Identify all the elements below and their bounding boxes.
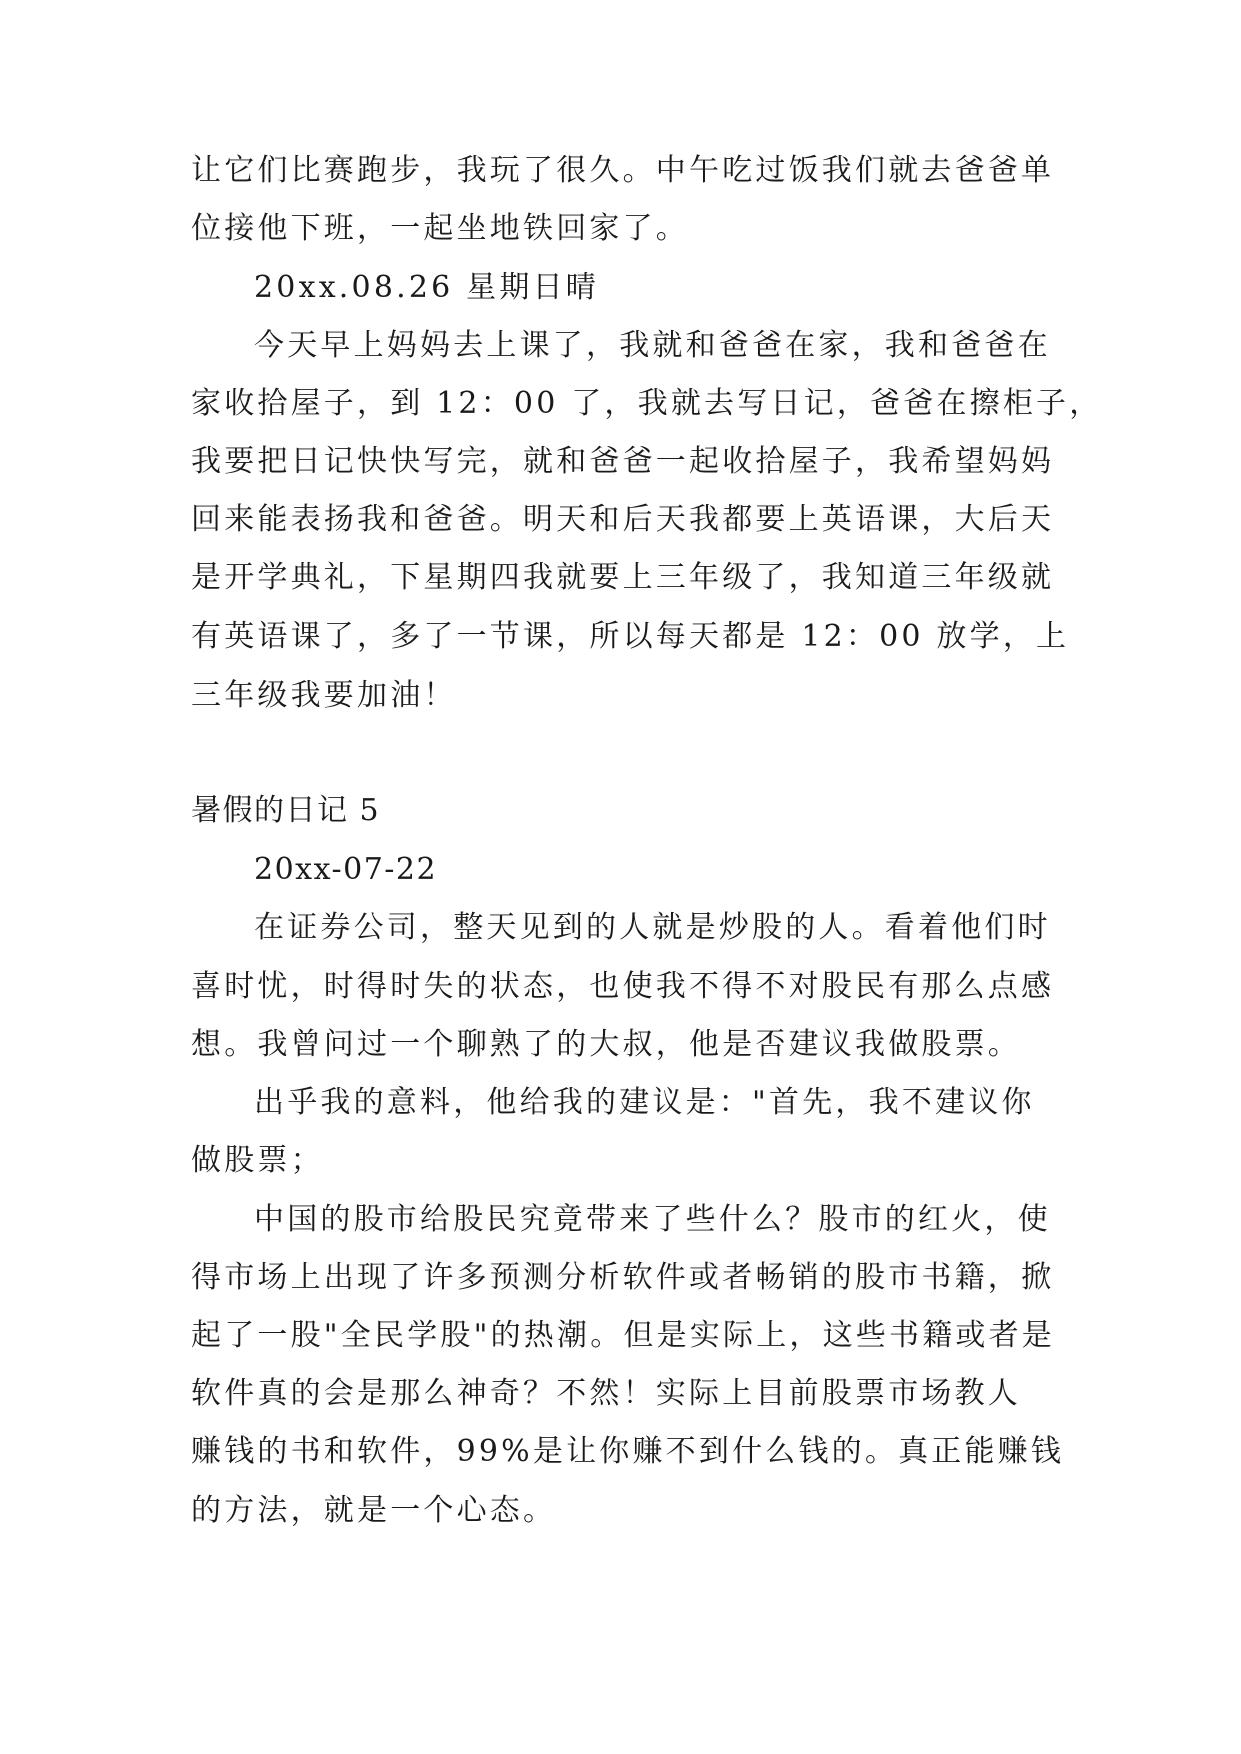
text-line: 喜时忧，时得时失的状态，也使我不得不对股民有那么点感 bbox=[191, 969, 1055, 1004]
text-line: 软件真的会是那么神奇？不然！实际上目前股票市场教人 bbox=[191, 1376, 1021, 1411]
text-line: 得市场上出现了许多预测分析软件或者畅销的股市书籍，掀 bbox=[191, 1260, 1055, 1295]
text-line: 起了一股"全民学股"的热潮。但是实际上，这些书籍或者是 bbox=[191, 1318, 1055, 1353]
text-line: 赚钱的书和软件，99%是让你赚不到什么钱的。真正能赚钱 bbox=[191, 1434, 1065, 1469]
text-line: 回来能表扬我和爸爸。明天和后天我都要上英语课，大后天 bbox=[191, 502, 1055, 537]
text-line: 出乎我的意料，他给我的建议是："首先，我不建议你 bbox=[254, 1085, 1035, 1120]
text-line: 位接他下班，一起坐地铁回家了。 bbox=[191, 211, 689, 246]
text-line: 是开学典礼，下星期四我就要上三年级了，我知道三年级就 bbox=[191, 560, 1055, 595]
text-line: 让它们比赛跑步，我玩了很久。中午吃过饭我们就去爸爸单 bbox=[191, 153, 1055, 188]
text-line: 做股票； bbox=[191, 1143, 324, 1178]
text-line: 在证券公司，整天见到的人就是炒股的人。看着他们时 bbox=[254, 910, 1051, 945]
text-line: 中国的股市给股民究竟带来了些什么？股市的红火，使 bbox=[254, 1202, 1051, 1237]
text-line: 家收拾屋子，到 12：00 了，我就去写日记，爸爸在擦柜子， bbox=[191, 386, 1103, 421]
text-line: 想。我曾问过一个聊熟了的大叔，他是否建议我做股票。 bbox=[191, 1027, 1021, 1062]
text-line: 三年级我要加油！ bbox=[191, 678, 457, 713]
diary-date: 20xx.08.26 星期日晴 bbox=[254, 270, 599, 305]
text-line: 我要把日记快快写完，就和爸爸一起收拾屋子，我希望妈妈 bbox=[191, 444, 1055, 479]
text-line: 今天早上妈妈去上课了，我就和爸爸在家，我和爸爸在 bbox=[254, 328, 1051, 363]
section-heading: 暑假的日记 5 bbox=[191, 793, 381, 828]
text-line: 的方法，就是一个心态。 bbox=[191, 1493, 557, 1528]
text-line: 有英语课了，多了一节课，所以每天都是 12：00 放学，上 bbox=[191, 619, 1070, 654]
diary-date: 20xx-07-22 bbox=[254, 852, 438, 887]
